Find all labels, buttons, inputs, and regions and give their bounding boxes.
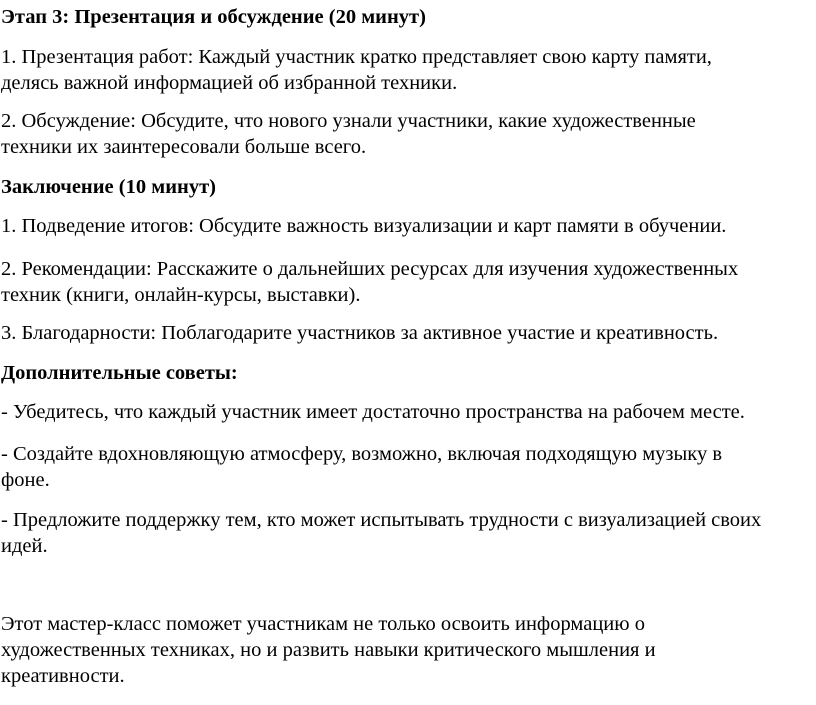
conclusion-item2-line1: 2. Рекомендации: Расскажите о дальнейших ресурсах для изучения художественных <box>1 258 739 280</box>
conclusion-item1: 1. Подведение итогов: Обсудите важность визуализации и карт памяти в обучении. <box>1 215 727 237</box>
stage3-heading: Этап 3: Презентация и обсуждение (20 минут) <box>1 6 426 28</box>
tips-heading: Дополнительные советы: <box>1 362 238 384</box>
conclusion-heading: Заключение (10 минут) <box>1 176 216 198</box>
stage3-item1-line1: 1. Презентация работ: Каждый участник кратко представляет свою карту памяти, <box>1 46 712 68</box>
stage3-item1-line2: делясь важной информацией об избранной техники. <box>1 72 458 94</box>
conclusion-item2-line2: техник (книги, онлайн-курсы, выставки). <box>1 284 361 306</box>
tip3-line2: идей. <box>1 535 48 557</box>
conclusion-item3: 3. Благодарности: Поблагодарите участников за активное участие и креативность. <box>1 322 719 344</box>
tip3-line1: - Предложите поддержку тем, кто может испытывать трудности с визуализацией своих <box>1 509 762 531</box>
closing-line2: художественных техниках, но и развить навыки критического мышления и <box>1 639 656 661</box>
closing-line1: Этот мастер-класс поможет участникам не только освоить информацию о <box>1 613 645 635</box>
closing-line3: креативности. <box>1 665 125 687</box>
stage3-item2-line2: техники их заинтересовали больше всего. <box>1 136 367 158</box>
stage3-item2-line1: 2. Обсуждение: Обсудите, что нового узнали участники, какие художественные <box>1 110 696 132</box>
tip2-line1: - Создайте вдохновляющую атмосферу, возможно, включая подходящую музыку в <box>1 443 723 465</box>
tip1: - Убедитесь, что каждый участник имеет достаточно пространства на рабочем месте. <box>1 401 745 423</box>
tip2-line2: фоне. <box>1 469 50 491</box>
